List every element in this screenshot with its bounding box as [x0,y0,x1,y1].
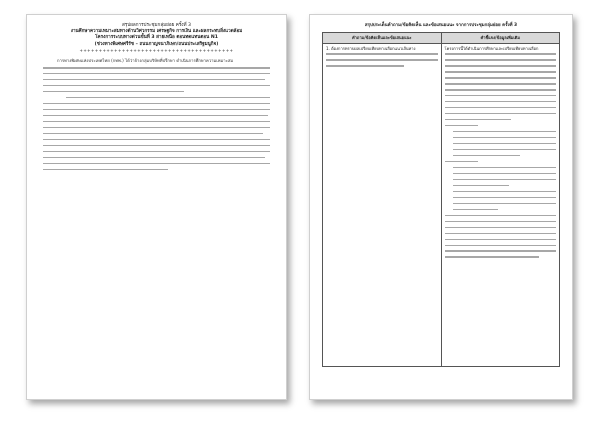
answer-lines-1 [445,53,557,120]
answer-lines-3 [445,161,557,210]
table-row [323,43,560,366]
table-cell-question [323,43,442,366]
table-cell-answer [441,43,560,366]
right-page-title: สรุปประเด็นคำถาม/ข้อคิดเห็น และข้อเสนอแนะ จากการประชุมกลุ่มย่อย ครั้งที่ 3 [364,23,518,28]
question-text: 1. ต้องการทราบผลเปรียบเทียบทางเลือกแนวเส้นทาง [326,45,416,51]
question-lines [326,53,438,67]
star-divider: ++++++++++++++++++++++++++++++++++++++++ [79,47,234,53]
left-paragraph-2-lines [43,97,270,170]
comments-table [322,32,560,367]
left-heading-1: สรุปผลการประชุมกลุ่มย่อย ครั้งที่ 3 [122,23,191,28]
answer-lines-4 [445,215,557,258]
answer-lines-2 [445,125,557,157]
left-document-page [26,14,287,400]
left-intro-paragraph: การทางพิเศษแห่งประเทศไทย (กทพ.) ได้ว่าจ้างกลุ่มบริษัทที่ปรึกษา ดำเนินการศึกษาความเหมาะสม [57,57,234,63]
right-document-page [309,14,573,400]
left-heading-4: (ช่วงทางพิเศษศรีรัช – ถนนกาญจนาภิเษก/ถนนประเสริฐมนูกิจ) [94,41,219,47]
table-header-questions: คำถาม/ข้อคิดเห็นและข้อเสนอแนะ [323,33,442,44]
left-paragraph-1-lines [43,67,270,93]
table-header-answers: คำชี้แจง/ข้อมูลเพิ่มเติม [441,33,560,44]
left-heading-3: โครงการระบบทางด่วนขั้นที่ 3 สายเหนือ ตอนทดแทนตอน N1 [95,35,218,41]
answer-text: โครงการนี้ได้ดำเนินการศึกษาและเปรียบเทียบทางเลือก [444,45,539,51]
left-heading-2: งานศึกษาความเหมาะสมทางด้านวิศวกรรม เศรษฐกิจ การเงิน และผลกระทบสิ่งแวดล้อม [70,29,243,35]
